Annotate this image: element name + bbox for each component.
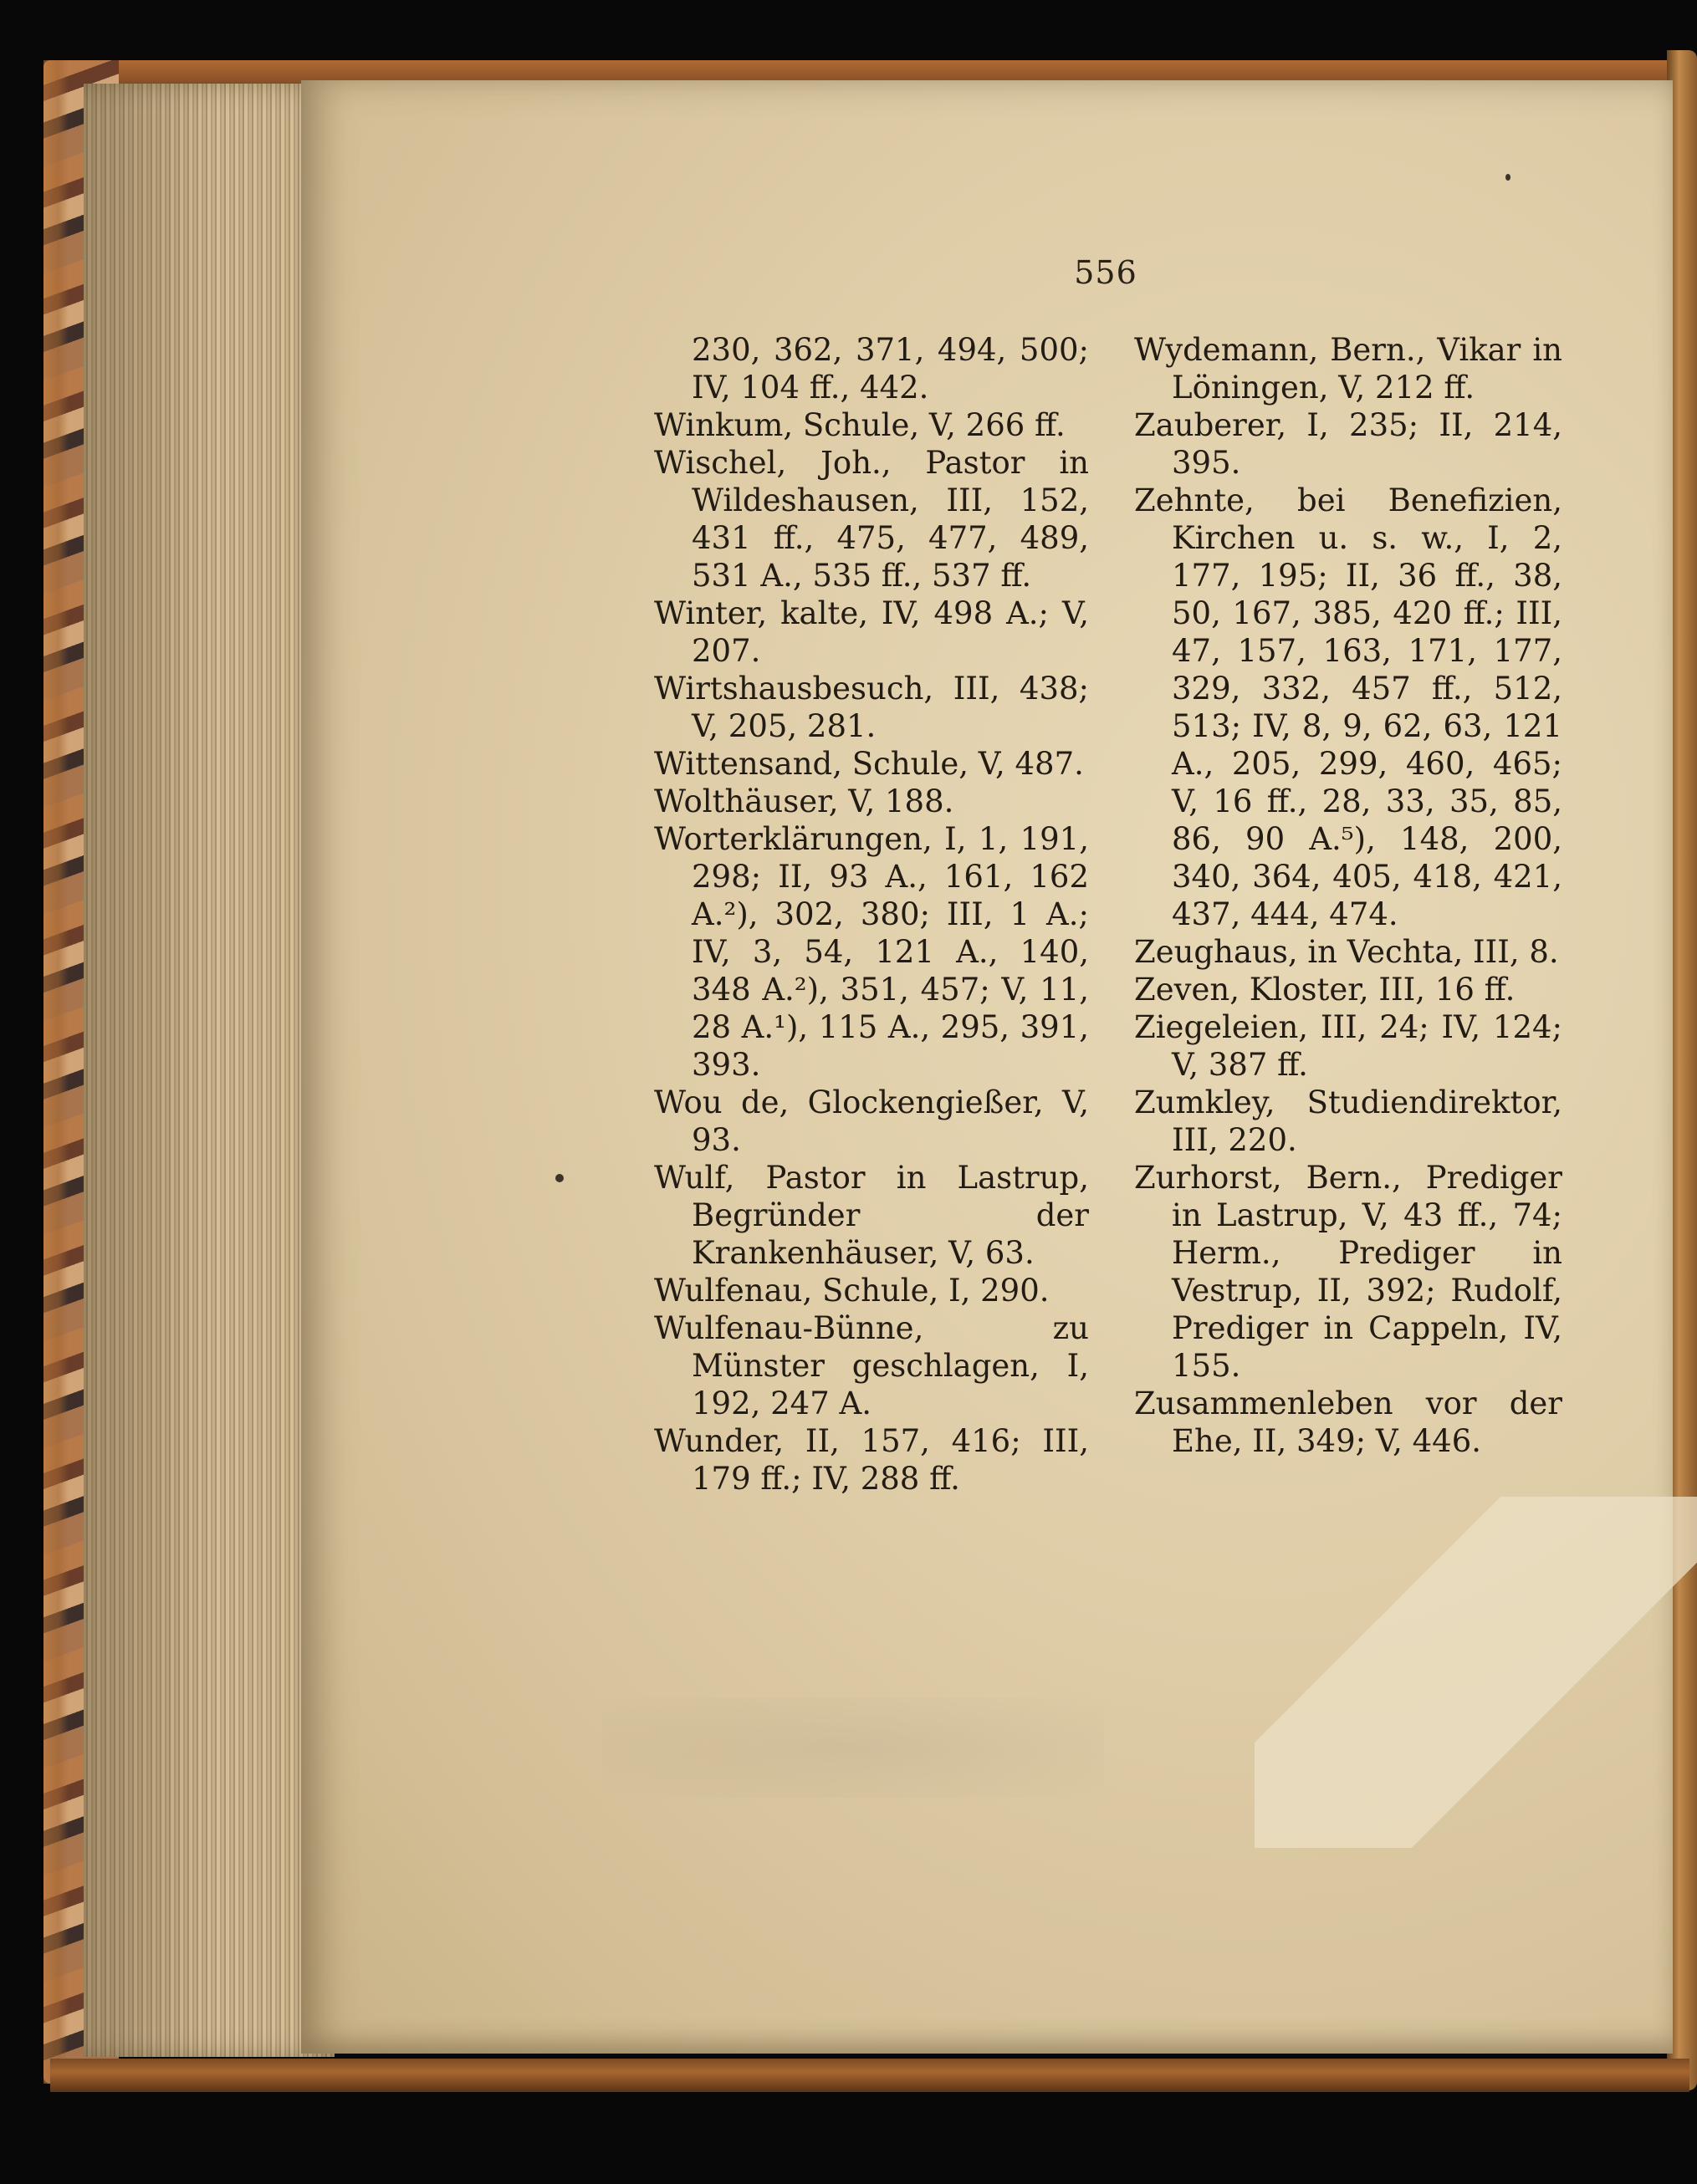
index-entry: Zeughaus, in Vechta, III, 8. bbox=[1134, 934, 1559, 970]
index-entry: Winkum, Schule, V, 266 ff. bbox=[654, 407, 1066, 443]
index-entry: Wydemann, Bern., Vikar in Löningen, V, 212 ff. bbox=[1134, 332, 1562, 406]
index-entry: Winter, kalte, IV, 498 A.; V, 207. bbox=[654, 595, 1089, 669]
index-entry: Wirtshausbesuch, III, 438; V, 205, 281. bbox=[654, 671, 1089, 744]
index-entry: Zusammenleben vor der Ehe, II, 349; V, 446. bbox=[1134, 1385, 1562, 1459]
ink-speck bbox=[555, 1174, 564, 1182]
index-column-left bbox=[654, 331, 1089, 1498]
cover-edge bbox=[43, 60, 69, 2084]
index-entry: Wittensand, Schule, V, 487. bbox=[654, 746, 1084, 782]
index-entry: Wulfenau-Bünne, zu Münster geschlagen, I, 192, 247 A. bbox=[654, 1310, 1089, 1421]
page-number: 556 bbox=[1074, 254, 1137, 291]
index-entry: Zehnte, bei Benefizien, Kirchen u. s. w., I, 2, 177, 195; II, 36 ff., 38, 50, 167, 385, 420 ff.; III, 47, 157, 163, 171, 177, 329, 332, 457 ff., 512, 513; IV, 8, 9, 62, 63, 121 A., 205, 299, 460, 465; V, 16 ff., 28, 33, 35, 85, 86, 90 A.⁵), 148, 200, 340, 364, 405, 418, 421, 437, 444, 474. bbox=[1134, 482, 1562, 932]
index-entry: 230, 362, 371, 494, 500; IV, 104 ff., 442. bbox=[692, 332, 1089, 406]
index-entry: Zumkley, Studiendirektor, III, 220. bbox=[1134, 1084, 1562, 1158]
show-through bbox=[602, 1697, 1104, 1798]
index-entry: Wolthäuser, V, 188. bbox=[654, 783, 954, 819]
page-edges-shadow bbox=[84, 84, 217, 2057]
ink-speck bbox=[1505, 174, 1510, 181]
index-entry: Zeven, Kloster, III, 16 ff. bbox=[1134, 972, 1516, 1008]
index-entry: Wunder, II, 157, 416; III, 179 ff.; IV, 288 ff. bbox=[654, 1423, 1089, 1497]
index-entry: Zurhorst, Bern., Prediger in Lastrup, V, 43 ff., 74; Herm., Prediger in Vestrup, II, 392; Rudolf, Prediger in Cappeln, IV, 155. bbox=[1134, 1160, 1562, 1384]
index-entry: Zauberer, I, 235; II, 214, 395. bbox=[1134, 407, 1562, 481]
index-entry: Worterklärungen, I, 1, 191, 298; II, 93 A., 161, 162 A.²), 302, 380; III, 1 A.; IV, 3, 54, 121 A., 140, 348 A.²), 351, 457; V, 11, 28 A.¹), 115 A., 295, 391, 393. bbox=[654, 821, 1089, 1083]
tape-stain bbox=[1255, 1497, 1697, 1848]
index-entry: Wou de, Glockengießer, V, 93. bbox=[654, 1084, 1089, 1158]
index-entry: Wischel, Joh., Pastor in Wildeshausen, III, 152, 431 ff., 475, 477, 489, 531 A., 535 ff., 537 ff. bbox=[654, 445, 1089, 594]
index-column-right bbox=[1134, 331, 1562, 1460]
index-entry: Wulf, Pastor in Lastrup, Begründer der Krankenhäuser, V, 63. bbox=[654, 1160, 1089, 1271]
binding-bottom bbox=[50, 2059, 1689, 2092]
index-entry: Ziegeleien, III, 24; IV, 124; V, 387 ff. bbox=[1134, 1009, 1562, 1083]
index-entry: Wulfenau, Schule, I, 290. bbox=[654, 1273, 1050, 1309]
